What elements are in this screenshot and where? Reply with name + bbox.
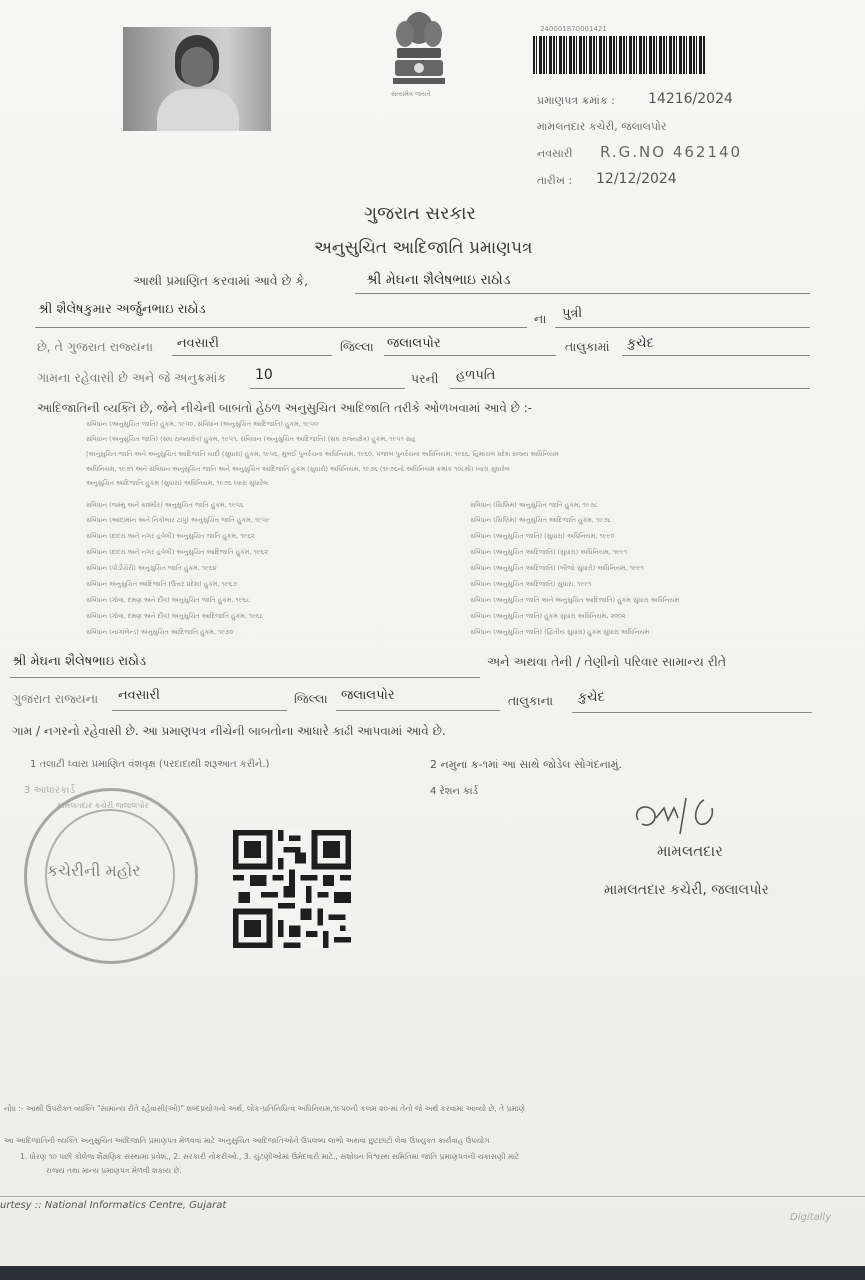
order-item: સંવિધાન (અનુસુચિત જાતિ અને અનુસુચિત આદિજાતિ) હુકમ સુધારા અધિનિયમ — [470, 596, 680, 604]
underline — [622, 355, 810, 356]
underline — [336, 710, 500, 711]
residence-state-value: નવસારી — [118, 688, 160, 703]
certificate-no-label: પ્રમાણપત્ર ક્રમાંક : — [537, 94, 615, 107]
qr-code-icon — [233, 830, 351, 948]
footer-note: 1. ધોરણ ૧૦ પછી કોલેજ શૈક્ષણિક સંસ્થામાં પ્રવેશ., 2. સરકારી નોકરીઓ., 3. ચુંટણીઓમાં ઉમેદવારી માટે., સંશોધન વિશ્વસ્થ સમિતિમાં જાતિ પ્રમાણપત્રની ચકાસણી માટે — [20, 1152, 520, 1161]
holder-photo — [123, 27, 271, 131]
order-item: સંવિધાન (દાદરા અને નગર હવેલી) અનુસુચિત આદિજાતિ હુકમ, ૧૯૬૨ — [86, 548, 269, 556]
tribe-sentence: આદિજાતિની વ્યક્તિ છે, જેને નીચેની બાબતો હેઠળ અનુસુચિત આદિજાતિ તરીકે ઓળખવામાં આવે છે :- — [37, 401, 533, 415]
signatory-office: મામલતદાર કચેરી, જલાલપોર — [604, 882, 769, 898]
signature-mark — [630, 790, 760, 840]
order-item: સંવિધાન (સિક્કિમ) અનુસુચિત જાતિ હુકમ, ૧૯૭૮ — [470, 501, 598, 509]
underline — [10, 677, 480, 678]
residence-name: શ્રી મેઘના શૈલેષભાઇ રાઠોડ — [12, 654, 147, 669]
order-item: સંવિધાન (અનુસુચિત જાતિ) (સુધારા) અધિનિયમ, ૧૯૯૦ — [470, 532, 615, 540]
taluka-value: કુચેદ — [627, 336, 654, 351]
seal-text: કચેરીની મહોર — [47, 861, 141, 880]
district-value: જલાલપોર — [387, 336, 441, 351]
state-prefix: છે, તે ગુજરાત રાજ્યના — [37, 339, 154, 354]
certificate-no: 14216/2024 — [648, 91, 733, 107]
legal-ref: (અનુસુચિત જાતિ અને અનુસુચિત આદિજાતિ યાદી (સુધારા) હુકમ, ૧૯૫૬, મુંબઈ પુનર્રચના અધિનિયમ, ૧૯૬૦, પંજાબ પુનર્રચના અધિનિયમ, ૧૯૬૬, હિમાચલ પ્રદેશ રાજ્ય અધિનિયમ — [86, 450, 559, 458]
intro-text: આથી પ્રમાણિત કરવામાં આવે છે કે, — [133, 273, 309, 288]
digital-text: Digitally — [790, 1212, 832, 1223]
order-item: સંવિધાન (નાગાલેન્ડ) અનુસુચિત આદિજાતિ હુકમ, ૧૯૭૦ — [86, 628, 234, 636]
serial-no: 10 — [255, 367, 273, 383]
residence-district-label: જિલ્લા — [294, 691, 328, 706]
residence-state-prefix: ગુજરાત રાજ્યના — [12, 691, 99, 706]
document-item: 4 રેશન કાર્ડ — [430, 786, 479, 797]
document-item: 3 આધારકાર્ડ — [24, 785, 75, 796]
background-edge — [0, 1266, 865, 1280]
holder-name: શ્રી મેઘના શૈલેષભાઇ રાઠોડ — [366, 272, 511, 288]
legal-ref: અનુસુચિત આદિજાતિ હુકમ (સુધારા) અધિનિયમ, ૧૯૭૬ ધ્વારા સુધારેલ — [86, 479, 269, 487]
underline — [384, 355, 556, 356]
underline — [35, 327, 527, 328]
legal-ref: સંવિધાન (અનુસુચિત જાતિ) (સંઘ રાજ્યક્ષેત્ર) હુકમ, ૧૯૫૧, સંવિધાન (અનુસુચિત આદિજાતિ) (સંઘ રાજ્યક્ષેત્ર) હુકમ, ૧૯૫૧ સહ — [86, 435, 416, 443]
order-item: સંવિધાન (અનુસુચિત આદિજાતિ) (બીજો સુધારો) અધિનિયમ, ૧૯૯૧ — [470, 564, 644, 572]
government-title: ગુજરાત સરકાર — [364, 203, 476, 224]
tribe-name: હળપતિ — [456, 368, 496, 383]
relation: પુત્રી — [562, 306, 583, 321]
parni-text: પરની — [411, 371, 439, 386]
underline — [555, 327, 810, 328]
register-no: R.G.NO 462140 — [600, 143, 743, 161]
order-item: સંવિધાન (અનુસુચિત આદિજાતિ) (સુધારા) અધિનિયમ, ૧૯૯૧ — [470, 548, 628, 556]
order-item: સંવિધાન (પોંડીચેરી) અનુસુચિત જાતિ હુકમ, ૧૯૬૪ — [86, 564, 217, 572]
barcode — [533, 36, 706, 74]
residence-taluka-value: કુચેદ — [578, 690, 605, 705]
document-item: 1 તલાટી ધ્વારા પ્રમાણિત વંશવૃક્ષ (પરદાદાથી શરૂઆત કરીને.) — [30, 759, 270, 770]
family-text: અને અથવા તેની / તેણીનો પરિવાર સામાન્ય રીતે — [487, 654, 727, 669]
district-label: નવસારી — [537, 147, 573, 160]
document-item: 2 નમુના ક-૧માં આ સાથે જોડેલ સોગંદનામું. — [430, 758, 622, 771]
underline — [112, 710, 287, 711]
emblem-caption: સત્યમેવ જયતે — [391, 90, 431, 98]
office-seal — [24, 788, 198, 964]
footer-note: આ આદિજાતિની વ્યક્તિ અનુસુચિત આદિજાતિ પ્રમાણપત્ર મેળવવા માટે અનુસુચિત આદિજાતિઓને ઉપલબ્ધ લાભો અથવા છુટછાટો લેવા ઉપયુક્ત કાર્યવાહ ઉપયોગ — [4, 1136, 490, 1145]
order-item: સંવિધાન (દાદરા અને નગર હવેલી) અનુસુચિત જાતિ હુકમ, ૧૯૬૨ — [86, 532, 255, 540]
seal-ring-text: મામલતદાર કચેરી જલાલપોર — [57, 801, 149, 810]
na-text: ના — [534, 311, 547, 326]
order-item: સંવિધાન (આંદામાન અને નિકોબાર ટાપુ) અનુસુચિત જાતિ હુકમ, ૧૯૫૯ — [86, 516, 271, 524]
barcode-number: 240001870001421 — [540, 25, 607, 33]
father-name: શ્રી શૈલેષકુમાર અર્જુનભાઇ રાઠોડ — [38, 302, 206, 317]
state-value: નવસારી — [177, 336, 219, 351]
certificate-title: અનુસુચિત આદિજાતિ પ્રમાણપત્ર — [314, 238, 533, 258]
date-label: તારીખ : — [537, 174, 573, 187]
order-item: સંવિધાન (ગોવા, દમણ અને દીવ) અનુસુચિત આદિજાતિ હુકમ, ૧૯૬૮ — [86, 612, 264, 620]
order-item: સંવિધાન (અનુસુચિત આદિજાતિ) સુધારા, ૧૯૯૧ — [470, 580, 592, 588]
residence-district-value: જલાલપોર — [341, 688, 395, 703]
legal-ref: સંવિધાન (અનુસુચિત જાતિ) હુકમ, ૧૯૫૦, સંવિધાન (અનુસુચિત આદિજાતિ) હુકમ, ૧૯૫૦ — [86, 420, 319, 428]
footer-divider — [0, 1196, 865, 1197]
order-item: સંવિધાન (ગોવા, દમણ અને દીવ) અનુસુચિત જાતિ હુકમ, ૧૯૬૮ — [86, 596, 250, 604]
order-item: સંવિધાન (સિક્કિમ) અનુસુચિત આદિજાતિ હુકમ, ૧૯૭૮ — [470, 516, 612, 524]
footer-note: રાજ્ય તથા માન્ય પ્રમાણપત્ર મેળવી શકાય છે. — [46, 1166, 182, 1175]
district-label-text: જિલ્લા — [340, 339, 374, 354]
national-emblem-icon — [383, 6, 455, 102]
issue-date: 12/12/2024 — [596, 171, 677, 187]
taluka-label-text: તાલુકામાં — [565, 339, 610, 354]
courtesy-text: urtesy :: National Informatics Centre, Gujarat — [0, 1200, 227, 1211]
legal-ref: અધિનિયમ, ૧૯૭૧ અને સંવિધાન અનુસુચિત જાતિ અને અનુસુચિત આદિજાતિ હુકમ (સુધારો) અધિનિયમ, ૧૯૭૬ (૧૯૭૬નો અધિનિયમ ક્રમાંક ૧૦૮મો) ધ્વારા સુધારેલ — [86, 465, 510, 473]
village-prefix: ગામના રહેવાસી છે અને જે અનુક્રમાંક — [37, 370, 227, 385]
order-item: સંવિધાન (અનુસુચિત જાતિ) (દ્વિતીય સુધારા) હુકમ સુધારા અધિનિયમ — [470, 628, 650, 636]
order-item: સંવિધાન (જમ્મુ અને કાશ્મીર) અનુસુચિત જાતિ હુકમ, ૧૯૫૬ — [86, 501, 244, 509]
signatory-title: મામલતદાર — [657, 842, 723, 860]
underline — [450, 388, 810, 389]
order-item: સંવિધાન અનુસુચિત આદિજાતિ (ઉત્તર પ્રદેશ) હુકમ, ૧૯૬૭ — [86, 580, 237, 588]
footer-note: નોંધ :- આથી ઉપરોક્ત વ્યક્તિ "સામાન્ય રીતે રહેવાસી(ઓ)" શબ્દપ્રયોગનો અર્થ, લોક-પ્રતિનિધિત્વ અધિનિયમ,૧૯૫૦ની કલમ ૨૦-માં તેનો જે અર્થ કરવામાં આવ્યો છે, તે પ્રમાણે — [4, 1104, 526, 1113]
order-item: સંવિધાન (અનુસુચિત જાતિ) હુકમ સુધારા અધિનિયમ, ૨૦૦૨ — [470, 612, 626, 620]
basis-sentence: ગામ / નગરનો રહેવાસી છે. આ પ્રમાણપત્ર નીચેની બાબતોના આધારે કાઢી આપવામાં આવે છે. — [12, 724, 446, 738]
office-line: મામલતદાર કચેરી, જલાલપોર — [537, 120, 667, 133]
underline — [355, 293, 810, 294]
underline — [172, 355, 332, 356]
residence-taluka-label: તાલુકાના — [508, 693, 554, 708]
underline — [572, 712, 812, 713]
underline — [250, 388, 405, 389]
